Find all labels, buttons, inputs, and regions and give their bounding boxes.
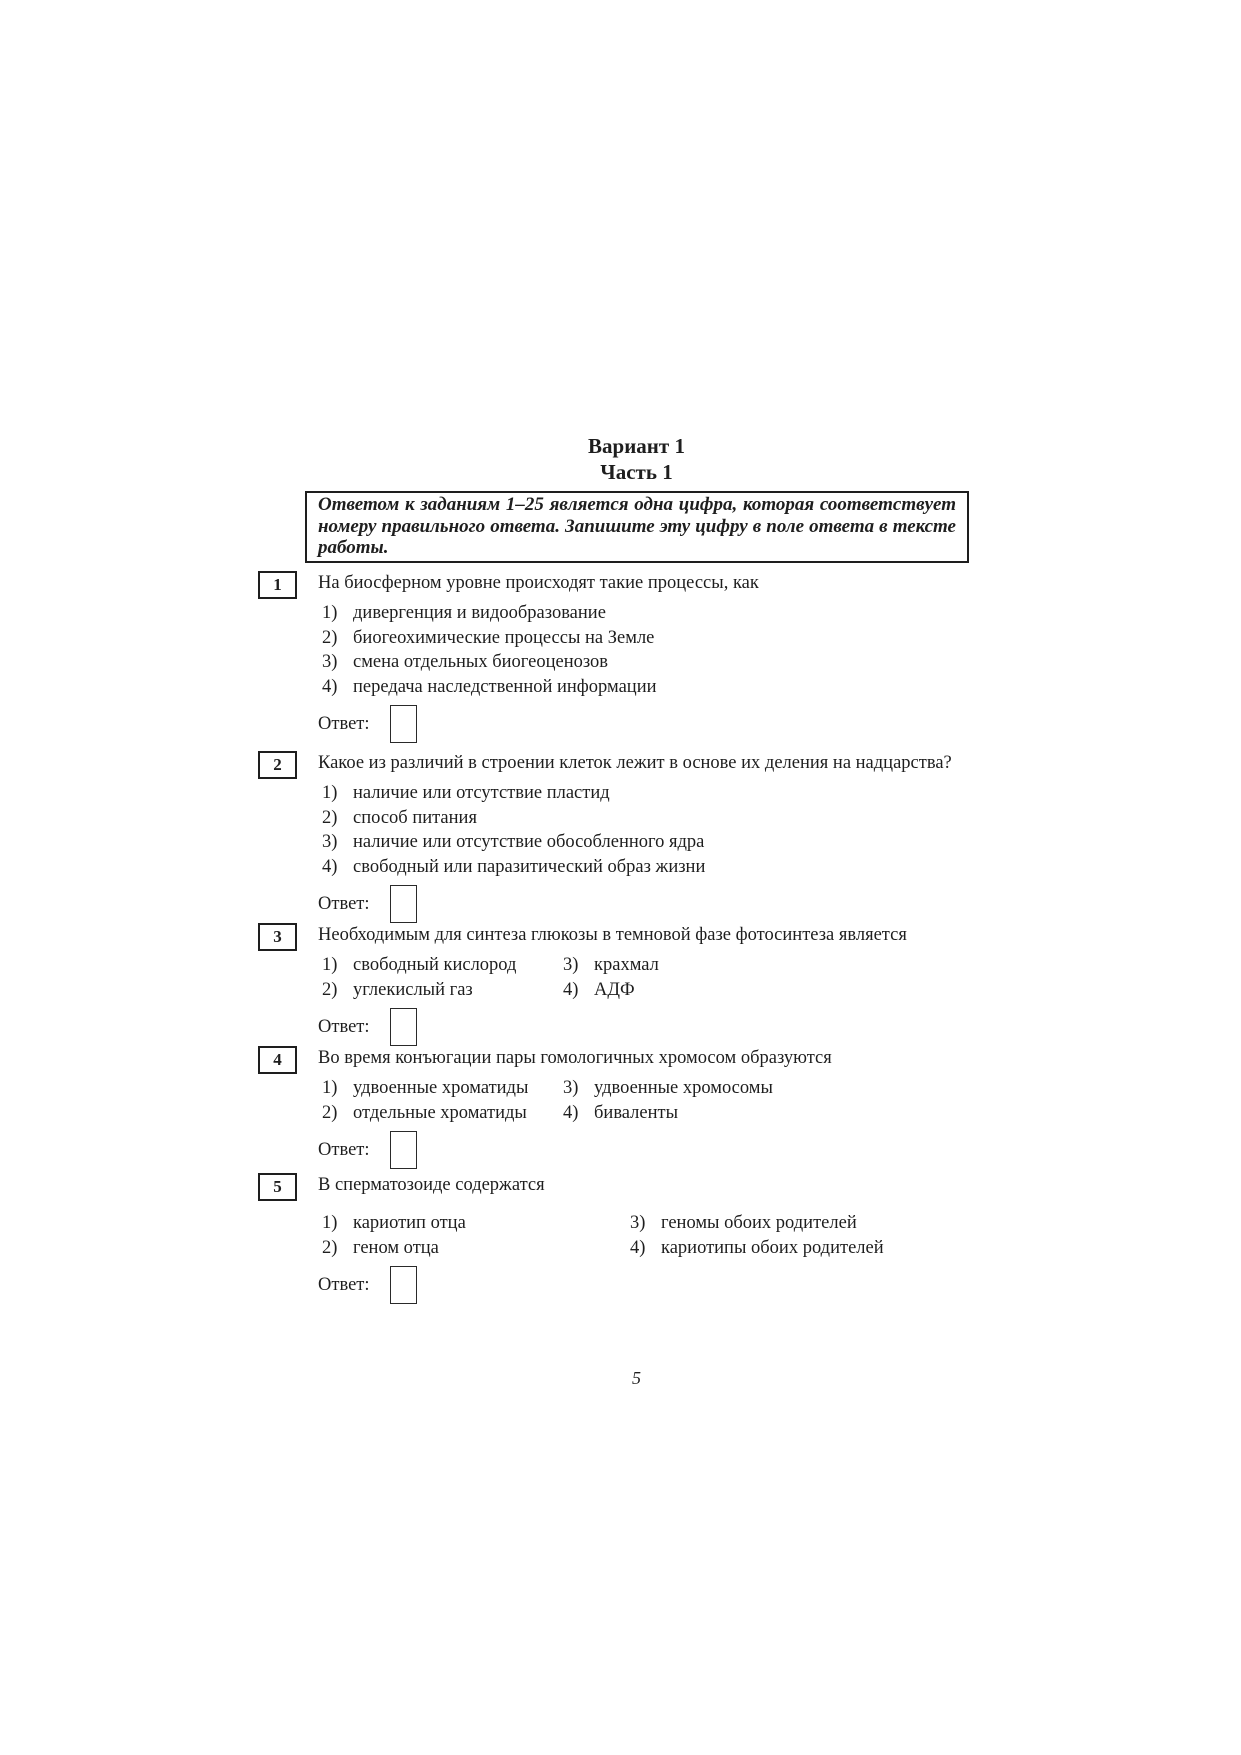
option-number: 1) — [322, 783, 338, 803]
option-text: биваленты — [594, 1102, 679, 1123]
options-list — [322, 783, 998, 881]
option — [322, 652, 998, 677]
option — [322, 832, 998, 857]
question-5-number-box — [258, 1173, 297, 1201]
option-text: наличие или отсутствие пластид — [353, 783, 610, 803]
option — [322, 1238, 630, 1263]
page-number: 5 — [632, 1368, 641, 1388]
option-text: кариотип отца — [353, 1213, 466, 1233]
question-3-number-box — [258, 923, 297, 951]
option-text: геном отца — [353, 1237, 439, 1258]
option-text: наличие или отсутствие обособленного ядра — [353, 832, 705, 852]
answer-row — [318, 1264, 998, 1306]
question-number: 2 — [273, 755, 282, 774]
option-text: передача наследственной информации — [353, 676, 657, 697]
page-headers — [297, 433, 976, 485]
option-text: свободный или паразитический образ жизни — [353, 856, 706, 877]
option-text: кариотипы обоих родителей — [661, 1237, 884, 1258]
option — [322, 980, 563, 1005]
answer-input-box[interactable] — [390, 1008, 417, 1046]
option — [630, 1213, 998, 1238]
question-text: Во время конъюгации пары гомологичных хромосом образуются — [318, 1048, 832, 1068]
question-4-number-box — [258, 1046, 297, 1074]
instruction-box — [305, 491, 969, 563]
options-list — [322, 1078, 998, 1127]
question-number: 4 — [273, 1050, 282, 1069]
option — [322, 677, 998, 702]
options-list — [322, 603, 998, 701]
option — [563, 955, 998, 980]
option — [322, 603, 998, 628]
option-number: 4) — [563, 1102, 579, 1123]
option-number: 1) — [322, 955, 338, 975]
option-number: 2) — [322, 979, 338, 1000]
answer-label: Ответ: — [318, 713, 370, 734]
question-1-number-box — [258, 571, 297, 599]
question-4 — [273, 1046, 998, 1171]
question-text: Необходимым для синтеза глюкозы в темновой фазе фотосинтеза является — [318, 925, 907, 945]
answer-input-box[interactable] — [390, 1131, 417, 1169]
option-number: 3) — [563, 955, 579, 975]
option — [563, 1078, 998, 1103]
question-text: На биосферном уровне происходят такие процессы, как — [318, 573, 759, 593]
option — [322, 1078, 563, 1103]
option-number: 2) — [322, 627, 338, 648]
option-text: отдельные хроматиды — [353, 1102, 527, 1123]
option-number: 1) — [322, 1078, 338, 1098]
option-number: 4) — [322, 856, 338, 877]
question-number: 1 — [273, 575, 282, 594]
question-number: 5 — [273, 1177, 282, 1196]
question-1 — [273, 571, 998, 745]
answer-input-box[interactable] — [390, 1266, 417, 1304]
option-number: 3) — [322, 832, 338, 852]
option-text: удвоенные хромосомы — [594, 1078, 773, 1098]
option-number: 4) — [322, 676, 338, 697]
option-number: 2) — [322, 1102, 338, 1123]
option — [322, 1103, 563, 1128]
option-number: 3) — [322, 652, 338, 672]
option — [322, 857, 998, 882]
answer-row — [318, 1006, 998, 1048]
option — [563, 980, 998, 1005]
question-text: Какое из различий в строении клеток лежит в основе их деления на надцарства? — [318, 753, 952, 773]
instruction-text: Ответом к заданиям 1–25 является одна цифра, которая соответствует номеру правильного ответа. Запишите эту цифру в поле ответа в тексте работы. — [318, 494, 956, 558]
option — [630, 1238, 998, 1263]
option-text: АДФ — [594, 979, 635, 1000]
variant-title: Вариант 1 — [588, 434, 685, 458]
option-text: геномы обоих родителей — [661, 1213, 857, 1233]
option — [322, 628, 998, 653]
options-list — [322, 1213, 998, 1262]
option-text: удвоенные хроматиды — [353, 1078, 529, 1098]
option-text: крахмал — [594, 955, 659, 975]
option-number: 1) — [322, 603, 338, 623]
option-text: дивергенция и видообразование — [353, 603, 606, 623]
answer-label: Ответ: — [318, 1139, 370, 1160]
question-5 — [273, 1173, 998, 1306]
option-text: углекислый газ — [353, 979, 473, 1000]
option-number: 2) — [322, 807, 338, 828]
answer-input-box[interactable] — [390, 705, 417, 743]
answer-input-box[interactable] — [390, 885, 417, 923]
question-2 — [273, 751, 998, 925]
answer-label: Ответ: — [318, 1274, 370, 1295]
answer-label: Ответ: — [318, 893, 370, 914]
option-number: 2) — [322, 1237, 338, 1258]
option-number: 3) — [563, 1078, 579, 1098]
option-number: 1) — [322, 1213, 338, 1233]
part-title: Часть 1 — [600, 460, 673, 484]
option-number: 4) — [630, 1237, 646, 1258]
answer-label: Ответ: — [318, 1016, 370, 1037]
answer-row — [318, 883, 998, 925]
question-2-number-box — [258, 751, 297, 779]
answer-row — [318, 703, 998, 745]
option — [322, 955, 563, 980]
question-3 — [273, 923, 998, 1048]
answer-row — [318, 1129, 998, 1171]
option — [322, 808, 998, 833]
question-number: 3 — [273, 927, 282, 946]
question-text: В сперматозоиде содержатся — [318, 1175, 545, 1195]
options-list — [322, 955, 998, 1004]
option-text: свободный кислород — [353, 955, 517, 975]
option-text: способ питания — [353, 807, 477, 828]
option — [322, 783, 998, 808]
option-number: 4) — [563, 979, 579, 1000]
option-number: 3) — [630, 1213, 646, 1233]
option-text: биогеохимические процессы на Земле — [353, 627, 655, 648]
option — [322, 1213, 630, 1238]
option — [563, 1103, 998, 1128]
option-text: смена отдельных биогеоценозов — [353, 652, 609, 672]
